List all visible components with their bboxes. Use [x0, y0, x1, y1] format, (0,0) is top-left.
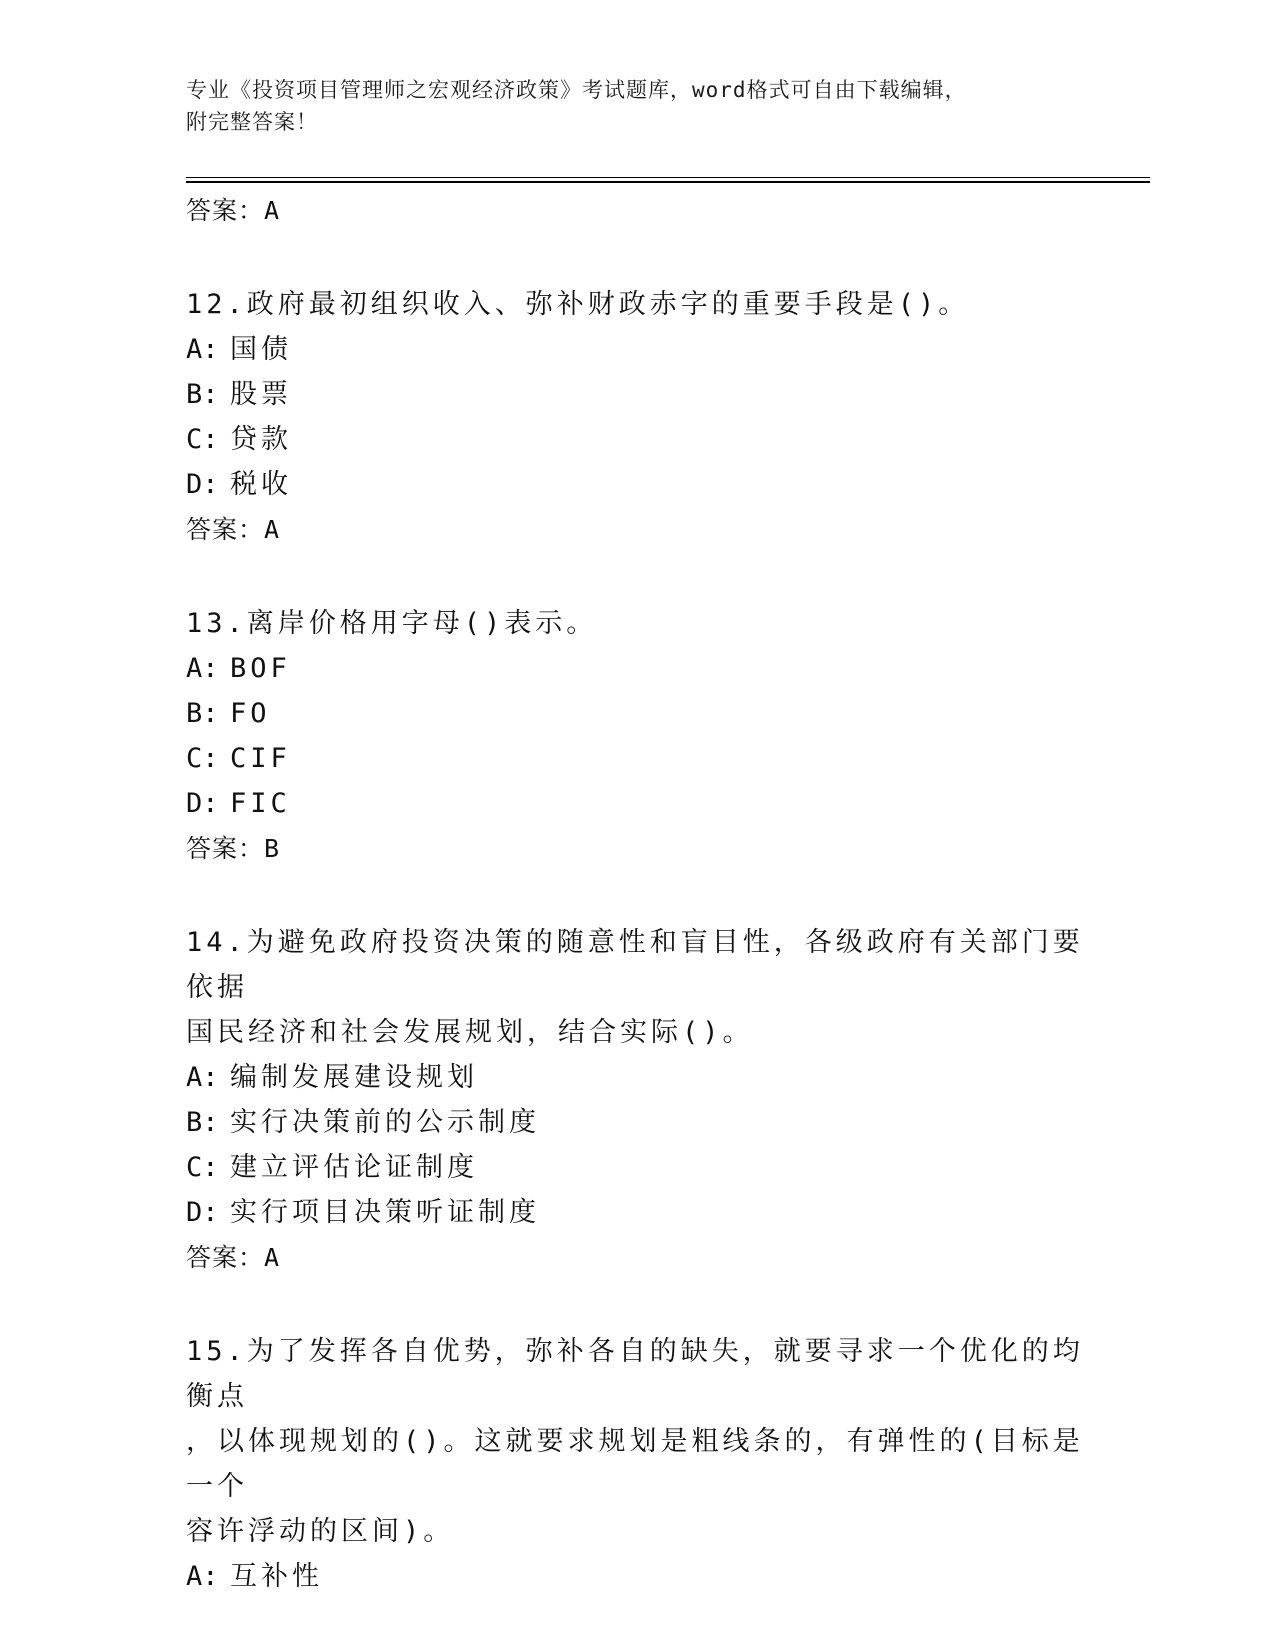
answer-value: A	[264, 196, 281, 225]
answer-value: B	[264, 834, 281, 863]
option-key: A:	[186, 1561, 219, 1592]
option-key: D:	[186, 469, 219, 500]
option-key: B:	[186, 698, 219, 729]
question-line: 为避免政府投资决策的随意性和盲目性，各级政府有关部门要依据	[186, 927, 1084, 1003]
option-b	[186, 691, 1086, 736]
header-line-2: 附完整答案！	[186, 110, 318, 134]
question-number: 15.	[186, 1336, 247, 1367]
document-body	[186, 188, 1086, 1599]
option-c	[186, 736, 1086, 781]
question-line: 容许浮动的区间)。	[186, 1516, 455, 1547]
option-text: 贷款	[230, 424, 292, 455]
question-text	[186, 282, 1086, 327]
option-d	[186, 1190, 1086, 1235]
option-key: B:	[186, 1107, 219, 1138]
option-text: CIF	[230, 743, 291, 774]
answer-line	[186, 826, 1086, 872]
option-d	[186, 781, 1086, 826]
option-text: BOF	[230, 653, 291, 684]
answer-line	[186, 507, 1086, 553]
question-line: 政府最初组织收入、弥补财政赤字的重要手段是()。	[246, 289, 970, 320]
option-key: C:	[186, 424, 219, 455]
option-key: A:	[186, 653, 219, 684]
option-text: FIC	[230, 788, 291, 819]
document-header	[186, 74, 1086, 138]
header-line-1: 专业《投资项目管理师之宏观经济政策》考试题库，word格式可自由下载编辑，	[186, 78, 967, 102]
answer-label: 答案：	[186, 515, 265, 544]
question-line: ，以体现规划的()。这就要求规划是粗线条的，有弹性的(目标是一个	[186, 1426, 1084, 1502]
question-text	[186, 1329, 1086, 1554]
question-text	[186, 920, 1086, 1055]
option-b	[186, 372, 1086, 417]
header-rule-thick	[186, 181, 1150, 183]
option-key: D:	[186, 788, 219, 819]
answer-line	[186, 1235, 1086, 1281]
option-a	[186, 327, 1086, 372]
option-text: 互补性	[230, 1561, 323, 1592]
question-line: 离岸价格用字母()表示。	[246, 608, 598, 639]
option-text: 股票	[230, 379, 292, 410]
option-key: D:	[186, 1197, 219, 1228]
question-text	[186, 601, 1086, 646]
option-text: FO	[230, 698, 271, 729]
option-text: 国债	[230, 334, 292, 365]
answer-value: A	[264, 515, 281, 544]
question-line: 国民经济和社会发展规划，结合实际()。	[186, 1017, 754, 1048]
answer-value: A	[264, 1243, 281, 1272]
question-number: 14.	[186, 927, 247, 958]
question-line: 为了发挥各自优势，弥补各自的缺失，就要寻求一个优化的均衡点	[186, 1336, 1084, 1412]
answer-label: 答案：	[186, 834, 265, 863]
option-text: 编制发展建设规划	[230, 1062, 478, 1093]
option-key: C:	[186, 743, 219, 774]
option-key: A:	[186, 334, 219, 365]
option-key: C:	[186, 1152, 219, 1183]
option-d	[186, 462, 1086, 507]
option-a	[186, 1554, 1086, 1599]
option-a	[186, 646, 1086, 691]
option-b	[186, 1100, 1086, 1145]
option-text: 建立评估论证制度	[230, 1152, 478, 1183]
option-c	[186, 1145, 1086, 1190]
option-text: 实行决策前的公示制度	[230, 1107, 540, 1138]
answer-label: 答案：	[186, 1243, 265, 1272]
option-key: B:	[186, 379, 219, 410]
answer-line	[186, 188, 1086, 234]
option-c	[186, 417, 1086, 462]
option-text: 实行项目决策听证制度	[230, 1197, 540, 1228]
question-number: 12.	[186, 289, 247, 320]
header-rule-thin	[186, 177, 1150, 178]
option-key: A:	[186, 1062, 219, 1093]
option-a	[186, 1055, 1086, 1100]
answer-label: 答案：	[186, 196, 265, 225]
question-number: 13.	[186, 608, 247, 639]
option-text: 税收	[230, 469, 292, 500]
